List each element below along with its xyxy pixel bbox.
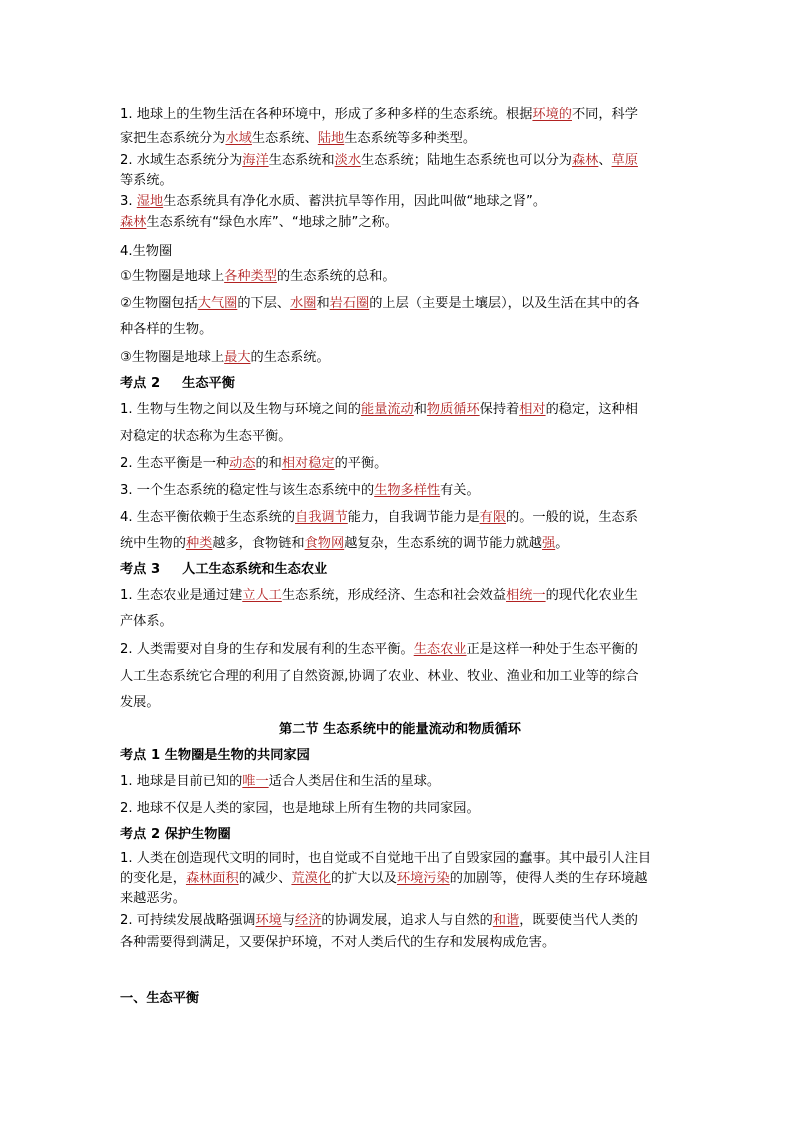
text-line-31: [120, 870, 680, 888]
text-line-27: [120, 773, 680, 791]
keyword-answer: 各种类型: [224, 269, 277, 284]
text-line-33: [120, 912, 680, 930]
text-segment: 和: [413, 402, 427, 417]
text-segment: 家把生态系统分为: [120, 131, 226, 146]
text-segment: 的上层（主要是土壤层），以及生活在其中的各: [369, 296, 640, 311]
keyword-answer: 水域: [225, 131, 252, 146]
text-segment: 越复杂，生态系统的调节能力就越: [344, 536, 542, 551]
text-segment: 的平衡。: [334, 456, 388, 471]
text-line-5: [120, 193, 680, 211]
text-segment: 生态系统、: [251, 131, 318, 146]
text-segment: 与: [281, 913, 296, 928]
text-line-35: [120, 990, 680, 1008]
keyword-answer: 环境: [255, 913, 282, 928]
text-segment: 各种需要得到满足，又要保护环境，不对人类后代的生存和发展构成危害。: [120, 935, 556, 950]
text-line-32: [120, 890, 680, 908]
text-segment: 、: [598, 153, 612, 168]
keyword-answer: 相统一: [506, 588, 546, 603]
keyword-answer: 大气圈: [197, 296, 238, 311]
keyword-answer: 森林面积: [185, 871, 239, 886]
keyword-answer: 湿地: [136, 194, 164, 209]
text-line-11: [120, 349, 680, 367]
text-segment: 1. 人类在创造现代文明的同时，也自觉或不自觉地干出了自毁家园的蠢事。其中最引人注目: [120, 851, 652, 866]
text-segment: 发展。: [120, 695, 160, 710]
text-segment: ③生物圈是地球上: [120, 350, 225, 365]
text-line-14: [120, 428, 680, 446]
text-line-16: [120, 482, 680, 500]
text-segment: 的生态系统。: [250, 350, 330, 365]
text-segment: 统中生物的: [120, 536, 186, 551]
keyword-answer: 食物网: [304, 536, 345, 551]
text-segment: 的。一般的说，生态系: [506, 510, 638, 525]
text-line-21: [120, 613, 680, 631]
text-line-30: [120, 850, 680, 868]
keyword-answer: 水圈: [290, 296, 317, 311]
text-segment: 生态系统和: [268, 153, 335, 168]
text-segment: 4. 生态平衡依赖于生态系统的: [120, 510, 296, 525]
keyword-answer: 有限: [479, 510, 507, 525]
keyword-answer: 动态: [229, 456, 256, 471]
text-segment: 2. 可持续发展战略强调: [120, 913, 256, 928]
text-line-8: [120, 268, 680, 286]
text-segment: 人工生态系统它合理的利用了自然资源,协调了农业、林业、牧业、渔业和加工业等的综合: [120, 669, 639, 684]
text-segment: 种各样的生物。: [120, 322, 213, 337]
text-segment: 生态系统；陆地生态系统也可以分为: [360, 153, 572, 168]
text-segment: 考点 3: [120, 562, 161, 577]
keyword-answer: 岩石圈: [329, 296, 370, 311]
keyword-answer: 荒漠化: [291, 871, 331, 886]
text-line-18: [120, 535, 680, 553]
text-segment: 生态系统具有净化水质、蓄洪抗旱等作用，因此叫做“地球之肾”。: [163, 194, 547, 209]
text-line-17: [120, 509, 680, 527]
keyword-answer: 森林: [120, 215, 147, 230]
text-segment: 对稳定的状态称为生态平衡。: [120, 429, 292, 444]
text-line-3: [120, 152, 680, 170]
text-segment: 有关。: [440, 483, 480, 498]
keyword-answer: 陆地: [317, 131, 345, 146]
text-segment: 2. 人类需要对自身的生存和发展有利的生态平衡。: [120, 642, 414, 657]
keyword-answer: 自我调节: [295, 510, 348, 525]
text-segment: 等系统。: [120, 173, 173, 188]
text-line-1: [120, 106, 680, 124]
keyword-answer: 生态农业: [413, 642, 467, 657]
keyword-answer: 最大: [224, 350, 251, 365]
text-segment: 的协调发展，追求人与自然的: [321, 913, 493, 928]
text-segment: 的下层、: [237, 296, 291, 311]
text-segment: 的现代化农业生: [545, 588, 638, 603]
text-segment: 的减少、: [238, 871, 292, 886]
text-segment: 1. 生物与生物之间以及生物与环境之间的: [120, 402, 361, 417]
keyword-answer: 相对稳定: [281, 456, 335, 471]
text-segment: 1. 生态农业是通过建: [120, 588, 243, 603]
text-line-26: [120, 747, 680, 765]
keyword-answer: 唯一: [242, 774, 269, 789]
text-segment: 和: [316, 296, 330, 311]
text-line-29: [120, 826, 680, 844]
text-line-34: [120, 934, 680, 952]
keyword-answer: 能量流动: [360, 402, 414, 417]
text-segment: 生态系统，形成经济、生态和社会效益: [281, 588, 507, 603]
text-segment: 考点 1 生物圈是生物的共同家园: [120, 748, 310, 763]
keyword-answer: 环境的: [532, 107, 572, 122]
text-line-7: [120, 243, 680, 261]
text-segment: 一、生态平衡: [120, 991, 200, 1006]
text-segment: 能力，自我调节能力是: [347, 510, 480, 525]
text-segment: 2. 水域生态系统分为: [120, 153, 243, 168]
text-segment: 产体系。: [120, 614, 173, 629]
text-segment: 第二节 生态系统中的能量流动和物质循环: [279, 722, 521, 737]
text-line-13: [120, 401, 680, 419]
text-segment: 的生态系统的总和。: [276, 269, 396, 284]
text-segment: 的稳定，这种相: [545, 402, 638, 417]
keyword-answer: 草原: [611, 153, 638, 168]
text-line-4: [120, 172, 680, 190]
text-segment: 保持着: [479, 402, 520, 417]
text-line-9: [120, 295, 680, 313]
text-line-19: [120, 561, 680, 579]
keyword-answer: 生物多样性: [374, 483, 441, 498]
text-segment: 1. 地球是目前已知的: [120, 774, 243, 789]
text-segment: 生态系统等多种类型。: [344, 131, 477, 146]
text-segment: 人工生态系统和生态农业: [182, 562, 328, 577]
text-segment: 的扩大以及: [331, 871, 397, 886]
text-segment: 。: [555, 536, 569, 551]
text-segment: 2. 地球不仅是人类的家园，也是地球上所有生物的共同家园。: [120, 801, 480, 816]
text-line-25: [120, 721, 680, 739]
text-segment: 来越恶劣。: [120, 891, 186, 906]
text-line-12: [120, 375, 680, 393]
text-line-15: [120, 455, 680, 473]
text-segment: 考点 2 保护生物圈: [120, 827, 231, 842]
text-segment: 生态系统有“绿色水库”、“地球之肺”之称。: [146, 215, 398, 230]
text-segment: 正是这样一种处于生态平衡的: [466, 642, 638, 657]
text-line-28: [120, 800, 680, 818]
keyword-answer: 强: [542, 536, 556, 551]
text-line-24: [120, 694, 680, 712]
text-segment: ②生物圈包括: [120, 296, 198, 311]
keyword-answer: 淡水: [334, 153, 361, 168]
keyword-answer: 经济: [295, 913, 322, 928]
text-segment: 考点 2: [120, 376, 161, 391]
text-segment: 2. 生态平衡是一种: [120, 456, 230, 471]
text-segment: 适合人类居住和生活的星球。: [268, 774, 441, 789]
text-line-20: [120, 587, 680, 605]
text-line-2: [120, 130, 680, 148]
keyword-answer: 森林: [571, 153, 599, 168]
text-segment: 3.: [120, 194, 137, 209]
keyword-answer: 物质循环: [426, 402, 480, 417]
text-segment: 1. 地球上的生物生活在各种环境中，形成了多种多样的生态系统。根据: [120, 107, 533, 122]
text-line-10: [120, 321, 680, 339]
text-segment: 3. 一个生态系统的稳定性与该生态系统中的: [120, 483, 375, 498]
keyword-answer: 相对: [519, 402, 546, 417]
text-line-23: [120, 668, 680, 686]
text-segment: 的和: [255, 456, 282, 471]
keyword-answer: 和谐: [492, 913, 520, 928]
text-segment: 4.生物圈: [120, 244, 173, 259]
text-segment: ①生物圈是地球上: [120, 269, 225, 284]
text-segment: 生态平衡: [182, 376, 235, 391]
text-segment: 越多，食物链和: [212, 536, 305, 551]
keyword-answer: 环境污染: [396, 871, 450, 886]
text-segment: 的变化是，: [120, 871, 186, 886]
text-segment: 的加剧等，使得人类的生存环境越: [449, 871, 648, 886]
text-segment: 不同，科学: [571, 107, 638, 122]
keyword-answer: 海洋: [242, 153, 269, 168]
keyword-answer: 种类: [185, 536, 213, 551]
text-line-6: [120, 214, 680, 232]
keyword-answer: 立人工: [242, 588, 282, 603]
text-line-22: [120, 641, 680, 659]
text-segment: ，既要使当代人类的: [519, 913, 638, 928]
